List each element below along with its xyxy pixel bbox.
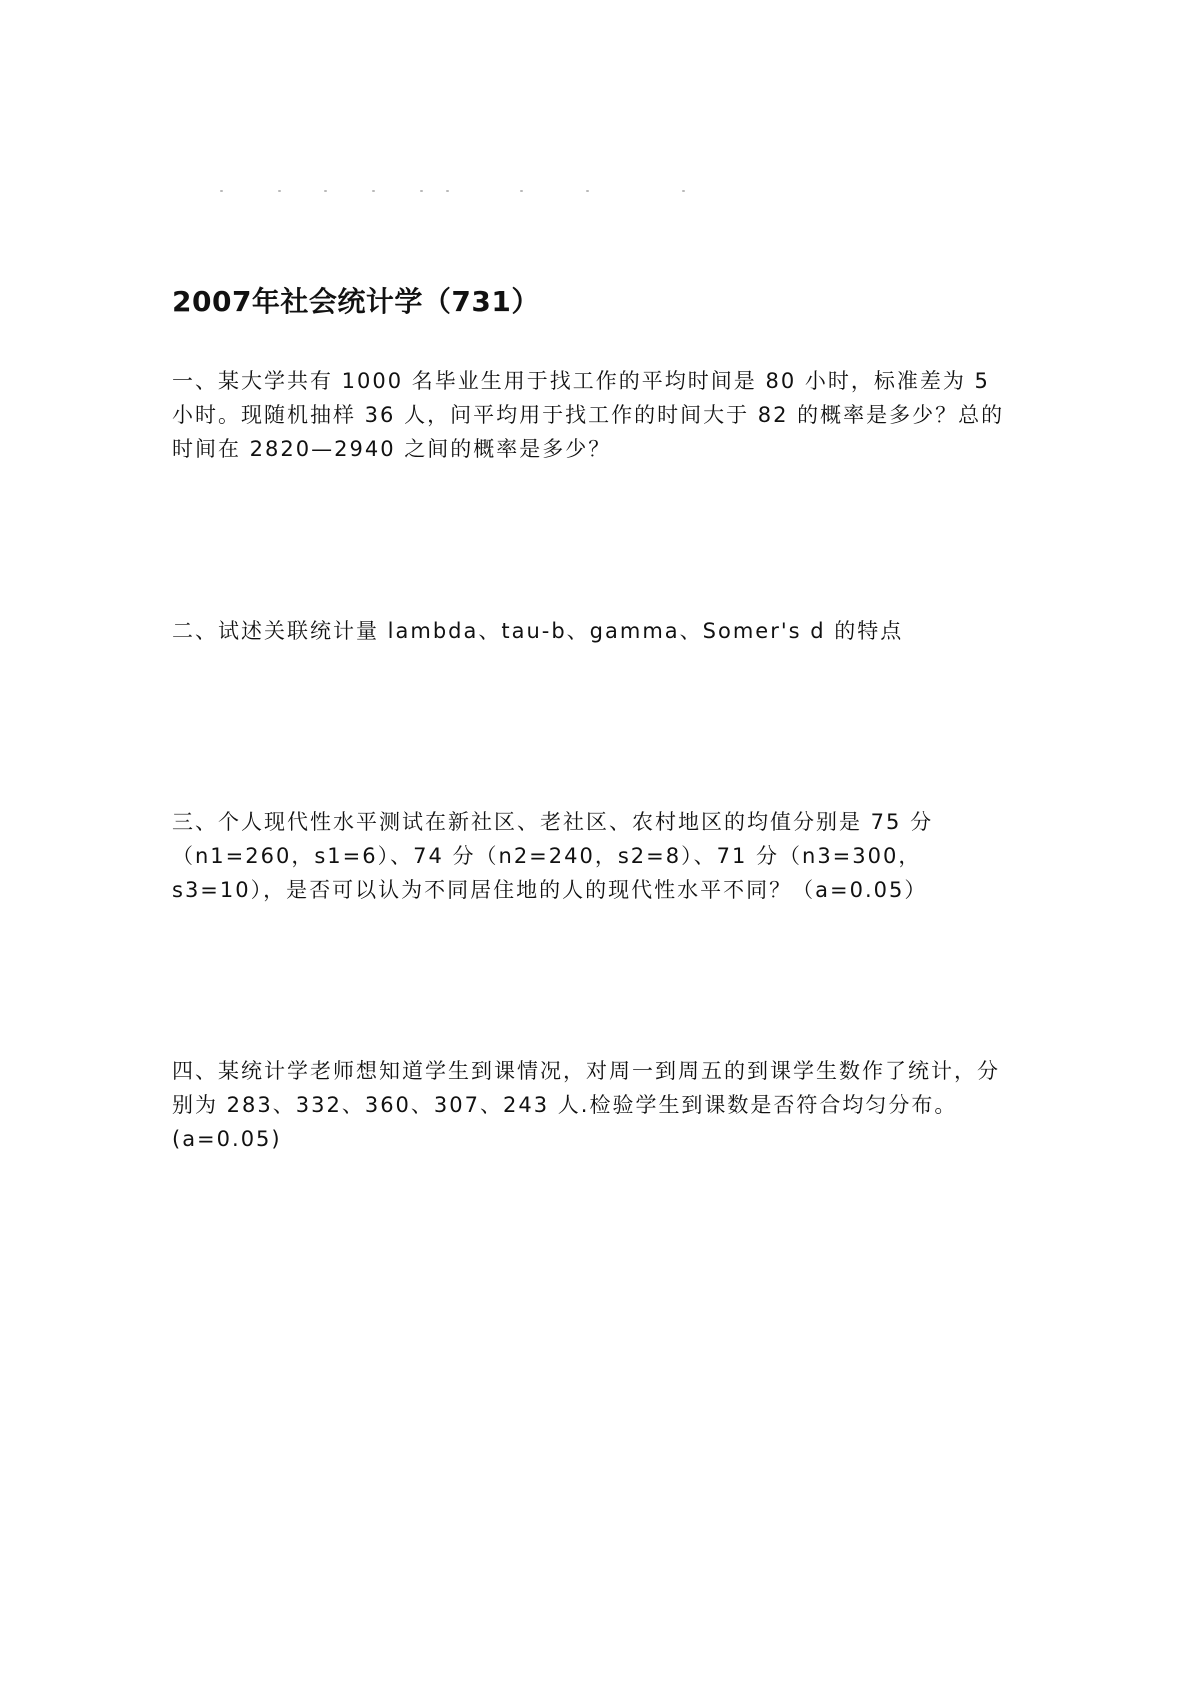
document-title: 2007年社会统计学（731） [172,285,540,318]
question-3: 三、个人现代性水平测试在新社区、老社区、农村地区的均值分别是 75 分（n1=260，s1=6）、74 分（n2=240，s2=8）、71 分（n3=300，s3=10），是否可以认为不同居住地的人的现代性水平不同？（a=0.05） [172,810,934,902]
question-1: 一、某大学共有 1000 名毕业生用于找工作的平均时间是 80 小时，标准差为 5 小时。现随机抽样 36 人，问平均用于找工作的时间大于 82 的概率是多少？总的时间在 2820—2940 之间的概率是多少？ [172,369,1005,461]
question-2: 二、试述关联统计量 lambda、tau-b、gamma、Somer's d 的特点 [172,619,904,643]
scan-artifact-marks [220,190,690,194]
question-4: 四、某统计学老师想知道学生到课情况，对周一到周五的到课学生数作了统计，分别为 283、332、360、307、243 人.检验学生到课数是否符合均匀分布。(a=0.05) [172,1059,1000,1151]
